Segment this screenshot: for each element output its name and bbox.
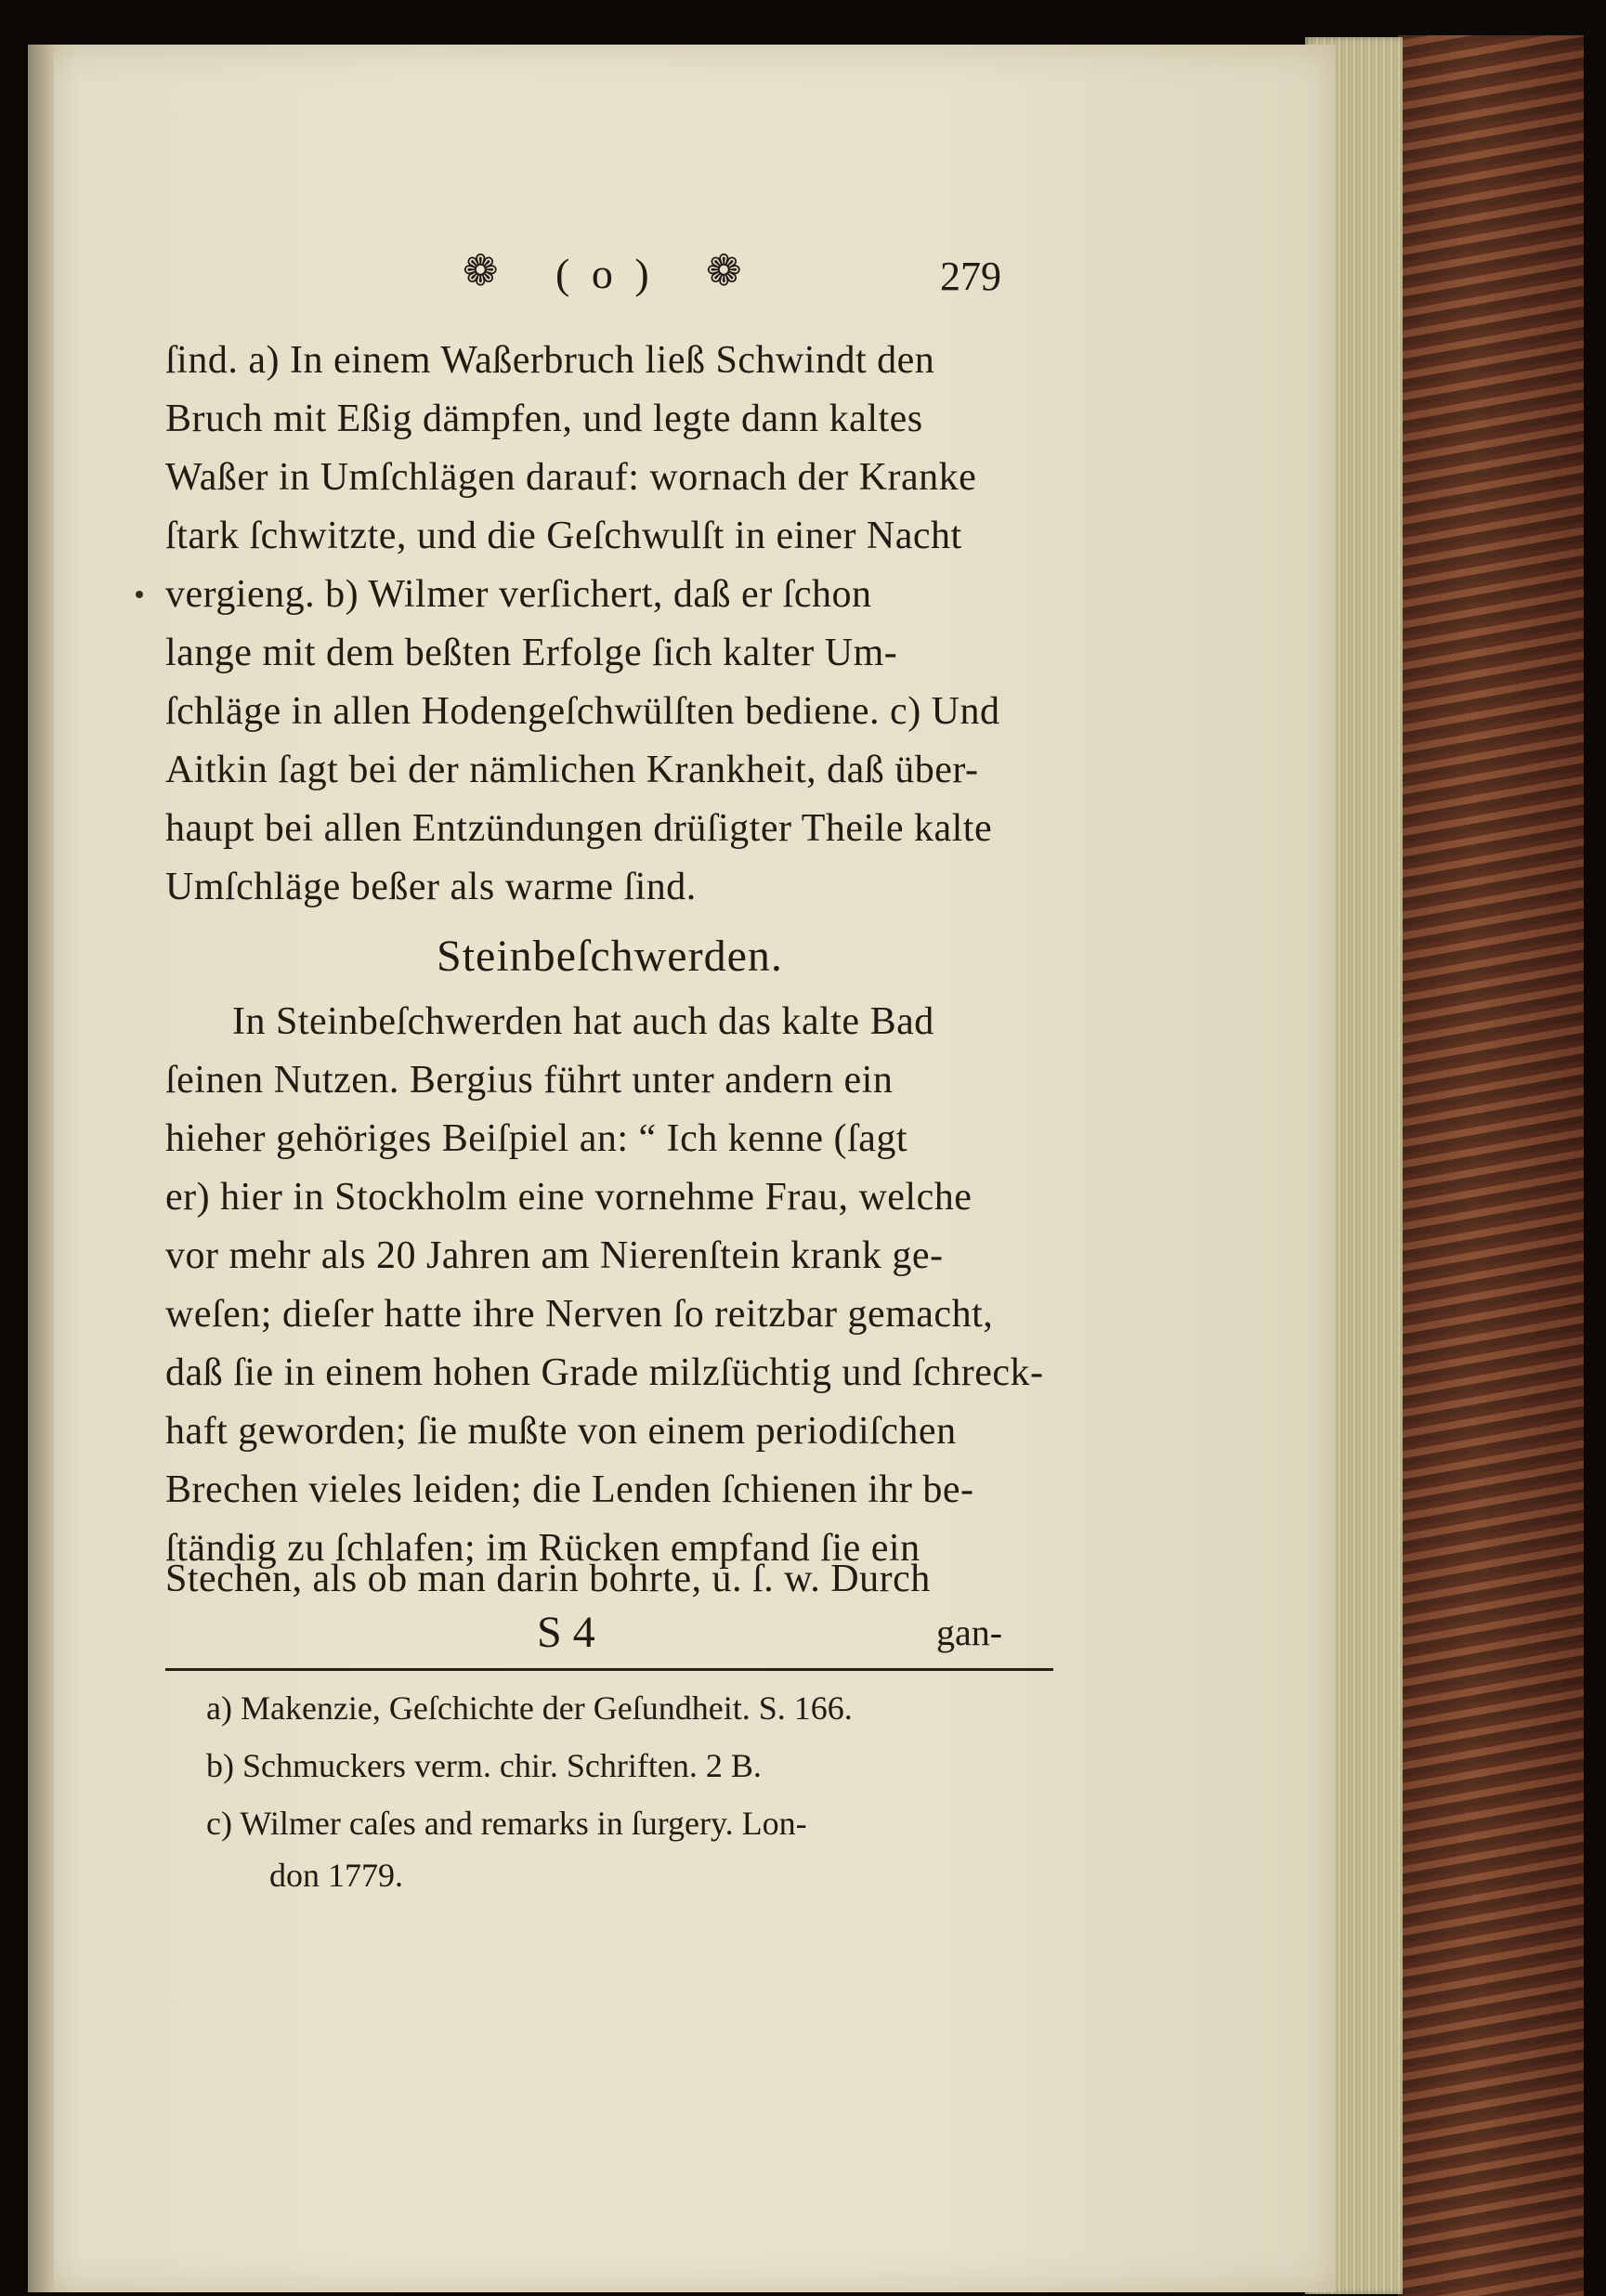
body-line: ſeinen Nutzen. Bergius führt unter andern ein — [165, 1059, 894, 1102]
body-line: ſchläge in allen Hodengeſchwülſten bediene. c) Und — [165, 690, 1000, 733]
footnote: a) Makenzie, Geſchichte der Geſundheit. S. 166. — [206, 1689, 853, 1727]
signature-mark: S 4 — [537, 1608, 595, 1657]
body-line: ſind. a) In einem Waßerbruch ließ Schwindt den — [165, 339, 935, 382]
footnote: c) Wilmer caſes and remarks in ſurgery. Lon- — [206, 1805, 807, 1842]
body-line: er) hier in Stockholm eine vornehme Frau, welche — [165, 1176, 973, 1219]
margin-mark — [136, 591, 143, 598]
body-line: hieher gehöriges Beiſpiel an: “ Ich kenne (ſagt — [165, 1117, 908, 1160]
page-number: 279 — [940, 254, 1001, 299]
page-gutter — [28, 45, 54, 2292]
body-line: lange mit dem beßten Erfolge ſich kalter Um- — [165, 632, 898, 674]
body-line: ſtändig zu ſchlafen; im Rücken empfand ſie ein — [165, 1527, 921, 1570]
catchword: gan- — [936, 1611, 1003, 1653]
footnote: b) Schmuckers verm. chir. Schriften. 2 B. — [206, 1747, 762, 1784]
header-title: ( o ) — [555, 250, 655, 297]
body-line: Brechen vieles leiden; die Lenden ſchienen ihr be- — [165, 1468, 974, 1511]
body-line: weſen; dieſer hatte ihre Nerven ſo reitzbar gemacht, — [165, 1293, 994, 1336]
body-line: vergieng. b) Wilmer verſichert, daß er ſchon — [165, 573, 872, 616]
body-line: haft geworden; ſie mußte von einem periodiſchen — [165, 1410, 957, 1453]
body-line: daß ſie in einem hohen Grade milzſüchtig und ſchreck- — [165, 1351, 1044, 1394]
section-heading: Steinbeſchwerden. — [437, 932, 783, 981]
body-line: Umſchläge beßer als warme ſind. — [165, 866, 697, 908]
marbled-cover — [1398, 35, 1584, 2296]
body-line: vor mehr als 20 Jahren am Nierenſtein krank ge- — [165, 1234, 944, 1277]
body-line: haupt bei allen Entzündungen drüſigter Theile kalte — [165, 807, 993, 850]
body-line: Stechen, als ob man darin bohrte, u. ſ. w. Durch — [165, 1558, 931, 1600]
body-line: In Steinbeſchwerden hat auch das kalte Bad — [232, 1000, 934, 1043]
body-line: Bruch mit Eßig dämpfen, und legte dann kaltes — [165, 398, 923, 440]
body-line: Waßer in Umſchlägen darauf: wornach der Kranke — [165, 456, 977, 499]
body-line: ſtark ſchwitzte, und die Geſchwulſt in einer Nacht — [165, 515, 962, 557]
footnote: don 1779. — [269, 1857, 403, 1894]
body-line: Aitkin ſagt bei der nämlichen Krankheit, daß über- — [165, 749, 979, 791]
gear-ornament-icon: ❁ — [463, 245, 499, 295]
footnote-rule — [165, 1668, 1053, 1671]
gear-ornament-icon: ❁ — [706, 245, 742, 295]
